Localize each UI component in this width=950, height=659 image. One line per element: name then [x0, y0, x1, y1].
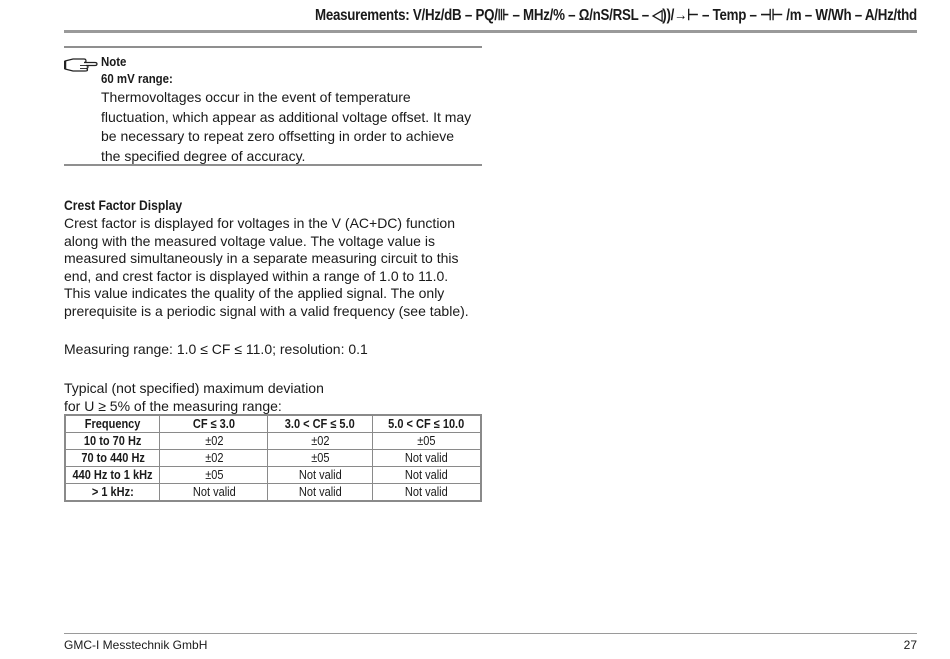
paragraph-signal-quality: This value indicates the quality of the applied signal. The only prerequisite is a periodic signal with a valid frequency (see table). [64, 285, 469, 319]
table-header-cell: CF ≤ 3.0 [160, 415, 268, 433]
note-text: Thermovoltages occur in the event of temperature fluctuation, which appear as additional voltage offset. It may be necessary to repeat zero offsetting in order to achieve the specified degree of accuracy. [101, 89, 472, 164]
table-row [65, 450, 481, 467]
table-cell: ±05 [372, 433, 481, 450]
table-cell: Not valid [268, 484, 373, 502]
measuring-range-line: Measuring range: 1.0 ≤ CF ≤ 11.0; resolution: 0.1 [64, 341, 368, 357]
note-subheading: 60 mV range: [101, 71, 173, 86]
table-cell: ±02 [268, 433, 373, 450]
table-header-cell: 5.0 < CF ≤ 10.0 [372, 415, 481, 433]
table-cell: 440 Hz to 1 kHz [65, 467, 160, 484]
table-caption [64, 380, 478, 415]
table-cell: > 1 kHz: [65, 484, 160, 502]
table-cell: ±02 [160, 433, 268, 450]
table-row [65, 484, 481, 502]
note-box [64, 46, 482, 166]
paragraph-crest-factor: Crest factor is displayed for voltages in the V (AC+DC) function along with the measured voltage value. The voltage value is measured simultaneously in a separate measuring circuit to this end, and crest factor is displayed within a range of 1.0 to 11.0. [64, 215, 459, 284]
footer-company: GMC-I Messtechnik GmbH [64, 638, 208, 652]
table-header-cell: Frequency [65, 415, 160, 433]
table-header-cell: 3.0 < CF ≤ 5.0 [268, 415, 373, 433]
table-caption-line-1: Typical (not specified) maximum deviation [64, 380, 324, 396]
section-heading: Crest Factor Display [64, 198, 183, 213]
table-cell: Not valid [160, 484, 268, 502]
table-cell: Not valid [372, 450, 481, 467]
pointing-hand-icon [64, 56, 98, 77]
table-row [65, 467, 481, 484]
table-caption-line-2: for U ≥ 5% of the measuring range: [64, 397, 282, 414]
table-cell: Not valid [372, 467, 481, 484]
page-number: 27 [903, 638, 917, 652]
footer-rule [64, 633, 917, 634]
table-cell: 70 to 440 Hz [65, 450, 160, 467]
table-cell: Not valid [268, 467, 373, 484]
table-cell: 10 to 70 Hz [65, 433, 160, 450]
note-label: Note [101, 54, 127, 69]
header-rule [64, 30, 917, 33]
table-cell: ±02 [160, 450, 268, 467]
table-cell: ±05 [160, 467, 268, 484]
table-header-row [65, 415, 481, 433]
page-header-title: Measurements: V/Hz/dB – PQ/⊪ – MHz/% – Ω/nS/RSL – ◁))/→⊢ – Temp – ⊣⊢ /m – W/Wh – A/Hz/thd [315, 7, 917, 24]
table-cell: Not valid [372, 484, 481, 502]
table-row [65, 433, 481, 450]
table-cell: ±05 [268, 450, 373, 467]
deviation-table [64, 414, 482, 502]
